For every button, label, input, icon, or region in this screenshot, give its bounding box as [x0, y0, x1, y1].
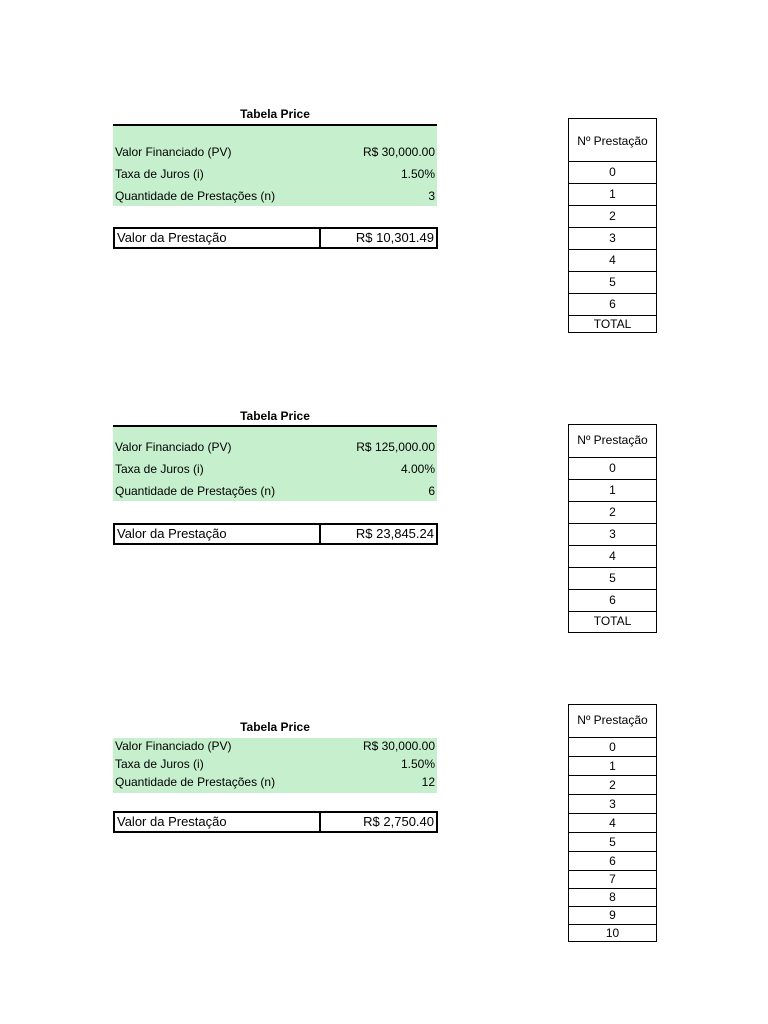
schedule-cell[interactable]: 5 — [569, 272, 656, 294]
schedule-header: Nº Prestação — [577, 713, 648, 727]
payment-value[interactable]: R$ 23,845.24 — [355, 526, 434, 541]
schedule-cell[interactable]: 2 — [569, 206, 656, 228]
payment-row — [113, 811, 438, 833]
schedule-cell[interactable]: 0 — [569, 458, 656, 480]
count-value[interactable]: 3 — [428, 189, 435, 203]
schedule-total-cell[interactable]: TOTAL — [593, 317, 632, 331]
rate-value[interactable]: 4.00% — [400, 462, 435, 476]
table-title: Tabela Price — [240, 720, 310, 734]
schedule-cell[interactable]: 1 — [569, 184, 656, 206]
schedule-column — [568, 118, 657, 333]
payment-row — [113, 523, 438, 545]
schedule-cell[interactable]: 3 — [569, 524, 656, 546]
table-title: Tabela Price — [240, 409, 310, 423]
schedule-cell[interactable]: 8 — [569, 889, 656, 907]
payment-row — [113, 227, 438, 249]
schedule-cell[interactable]: 4 — [569, 546, 656, 568]
rate-value[interactable]: 1.50% — [400, 167, 435, 181]
schedule-cell[interactable]: 5 — [569, 833, 656, 852]
rate-value[interactable]: 1.50% — [400, 757, 435, 771]
payment-label: Valor da Prestação — [115, 525, 321, 543]
schedule-column — [568, 424, 657, 633]
pv-label: Valor Financiado (PV) — [115, 145, 232, 159]
schedule-column — [568, 704, 657, 942]
schedule-cell[interactable]: 7 — [569, 871, 656, 889]
schedule-header: Nº Prestação — [577, 134, 648, 148]
count-label: Quantidade de Prestações (n) — [115, 189, 276, 203]
pv-value[interactable]: R$ 30,000.00 — [362, 739, 435, 753]
pv-label: Valor Financiado (PV) — [115, 739, 232, 753]
pv-label: Valor Financiado (PV) — [115, 440, 232, 454]
schedule-cell[interactable]: 3 — [569, 228, 656, 250]
schedule-cell[interactable]: 1 — [569, 757, 656, 776]
payment-label: Valor da Prestação — [115, 229, 321, 247]
payment-label: Valor da Prestação — [115, 813, 321, 831]
schedule-header-cell — [569, 705, 656, 738]
schedule-cell[interactable]: 5 — [569, 568, 656, 590]
count-value[interactable]: 6 — [428, 484, 435, 498]
schedule-cell[interactable]: 0 — [569, 162, 656, 184]
schedule-total-cell[interactable]: TOTAL — [593, 614, 632, 628]
schedule-header-cell — [569, 425, 656, 458]
schedule-cell[interactable]: 2 — [569, 776, 656, 795]
input-block — [113, 126, 437, 206]
input-block — [113, 738, 437, 793]
schedule-cell[interactable]: 1 — [569, 480, 656, 502]
schedule-cell[interactable]: 6 — [569, 294, 656, 316]
count-label: Quantidade de Prestações (n) — [115, 775, 276, 789]
count-label: Quantidade de Prestações (n) — [115, 484, 276, 498]
payment-value[interactable]: R$ 10,301.49 — [355, 230, 434, 245]
schedule-cell[interactable]: 2 — [569, 502, 656, 524]
rate-label: Taxa de Juros (i) — [115, 757, 204, 771]
schedule-cell[interactable]: 6 — [569, 852, 656, 871]
table-title: Tabela Price — [240, 107, 310, 121]
schedule-cell[interactable]: 4 — [569, 814, 656, 833]
pv-value[interactable]: R$ 30,000.00 — [362, 145, 435, 159]
schedule-cell[interactable]: 9 — [569, 907, 656, 925]
count-value[interactable]: 12 — [421, 775, 435, 789]
pv-value[interactable]: R$ 125,000.00 — [356, 440, 435, 454]
rate-label: Taxa de Juros (i) — [115, 167, 204, 181]
payment-value[interactable]: R$ 2,750.40 — [363, 814, 434, 829]
schedule-cell[interactable]: 10 — [605, 926, 620, 940]
schedule-header-cell — [569, 119, 656, 162]
schedule-cell[interactable]: 6 — [569, 590, 656, 612]
rate-label: Taxa de Juros (i) — [115, 462, 204, 476]
schedule-cell[interactable]: 3 — [569, 795, 656, 814]
input-block — [113, 427, 437, 501]
schedule-cell[interactable]: 4 — [569, 250, 656, 272]
schedule-cell[interactable]: 0 — [569, 738, 656, 757]
schedule-header: Nº Prestação — [577, 433, 648, 447]
